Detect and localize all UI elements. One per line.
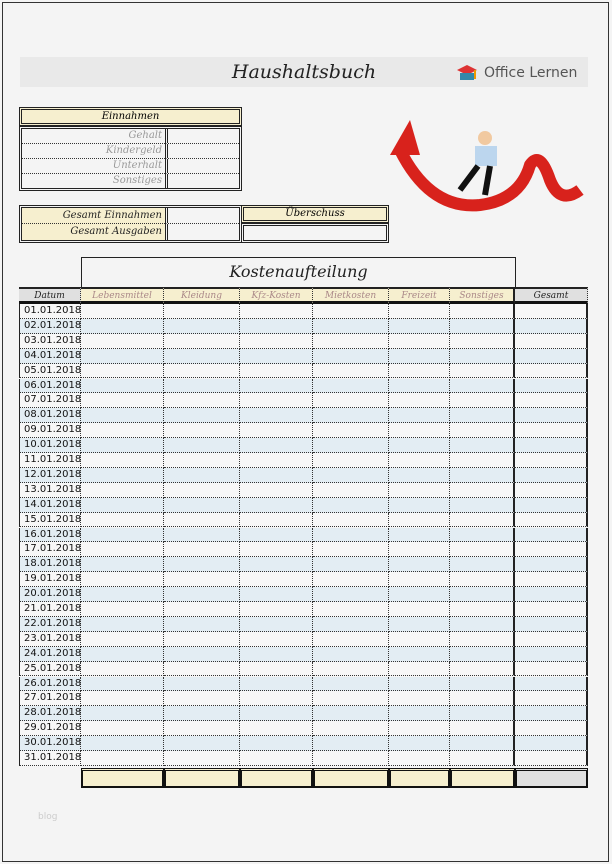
date-cell: 03.01.2018: [19, 334, 81, 349]
amount-cell[interactable]: [450, 602, 515, 617]
amount-cell[interactable]: [164, 408, 240, 423]
income-label: Gehalt: [22, 129, 165, 144]
amount-cell[interactable]: [240, 468, 313, 483]
amount-cell[interactable]: [164, 393, 240, 408]
amount-cell[interactable]: [313, 438, 389, 453]
amount-cell[interactable]: [389, 721, 450, 736]
amount-cell[interactable]: [389, 498, 450, 513]
amount-cell[interactable]: [81, 736, 164, 751]
date-cell: 22.01.2018: [19, 617, 81, 632]
income-header: Einnahmen: [19, 107, 242, 126]
amount-cell[interactable]: [164, 319, 240, 334]
column-header-gesamt: Gesamt: [515, 287, 588, 304]
amount-cell[interactable]: [515, 602, 588, 617]
amount-cell[interactable]: [240, 677, 313, 692]
amount-cell[interactable]: [389, 617, 450, 632]
amount-cell[interactable]: [240, 736, 313, 751]
amount-cell[interactable]: [450, 647, 515, 662]
amount-cell[interactable]: [240, 706, 313, 721]
amount-cell[interactable]: [515, 542, 588, 557]
amount-cell[interactable]: [450, 587, 515, 602]
date-cell: 13.01.2018: [19, 483, 81, 498]
amount-cell[interactable]: [240, 542, 313, 557]
amount-cell[interactable]: [164, 542, 240, 557]
amount-cell[interactable]: [81, 408, 164, 423]
date-cell: 31.01.2018: [19, 751, 81, 766]
amount-cell[interactable]: [164, 528, 240, 543]
date-cell: 18.01.2018: [19, 557, 81, 572]
amount-cell[interactable]: [313, 691, 389, 706]
amount-cell[interactable]: [81, 438, 164, 453]
column-total-cell: [240, 768, 313, 788]
amount-cell[interactable]: [450, 453, 515, 468]
amount-cell[interactable]: [240, 483, 313, 498]
amount-cell[interactable]: [450, 319, 515, 334]
amount-cell[interactable]: [164, 751, 240, 766]
income-label: Unterhalt: [22, 159, 165, 174]
amount-cell[interactable]: [81, 364, 164, 379]
amount-cell[interactable]: [313, 557, 389, 572]
income-value[interactable]: [165, 174, 239, 189]
surplus-value[interactable]: [241, 223, 389, 243]
amount-cell[interactable]: [81, 498, 164, 513]
amount-cell[interactable]: [240, 647, 313, 662]
amount-cell[interactable]: [389, 647, 450, 662]
amount-cell[interactable]: [313, 677, 389, 692]
amount-cell[interactable]: [81, 334, 164, 349]
amount-cell[interactable]: [515, 632, 588, 647]
amount-cell[interactable]: [313, 617, 389, 632]
amount-cell[interactable]: [389, 319, 450, 334]
column-total-cell: [81, 768, 164, 788]
amount-cell[interactable]: [164, 602, 240, 617]
date-cell: 28.01.2018: [19, 706, 81, 721]
date-cell: 15.01.2018: [19, 513, 81, 528]
amount-cell[interactable]: [81, 632, 164, 647]
amount-cell[interactable]: [515, 364, 588, 379]
amount-cell[interactable]: [450, 751, 515, 766]
amount-cell[interactable]: [389, 423, 450, 438]
amount-cell[interactable]: [450, 334, 515, 349]
date-cell: 30.01.2018: [19, 736, 81, 751]
amount-cell[interactable]: [450, 393, 515, 408]
costs-table: [19, 287, 589, 787]
amount-cell[interactable]: [240, 691, 313, 706]
amount-cell[interactable]: [81, 423, 164, 438]
amount-cell[interactable]: [389, 304, 450, 319]
amount-cell[interactable]: [164, 483, 240, 498]
amount-cell[interactable]: [240, 334, 313, 349]
amount-cell[interactable]: [164, 513, 240, 528]
date-cell: 16.01.2018: [19, 528, 81, 543]
amount-cell[interactable]: [164, 423, 240, 438]
amount-cell[interactable]: [313, 647, 389, 662]
amount-cell[interactable]: [313, 528, 389, 543]
amount-cell[interactable]: [240, 587, 313, 602]
amount-cell[interactable]: [164, 677, 240, 692]
date-cell: 02.01.2018: [19, 319, 81, 334]
date-cell: 06.01.2018: [19, 379, 81, 394]
amount-cell[interactable]: [389, 334, 450, 349]
amount-cell[interactable]: [313, 662, 389, 677]
amount-cell[interactable]: [81, 587, 164, 602]
column-total-cell: [313, 768, 389, 788]
amount-cell[interactable]: [240, 617, 313, 632]
amount-cell[interactable]: [389, 349, 450, 364]
amount-cell[interactable]: [164, 617, 240, 632]
amount-cell[interactable]: [240, 423, 313, 438]
amount-cell[interactable]: [389, 691, 450, 706]
logo-text: Office Lernen: [484, 65, 578, 81]
total-expenses-label: Gesamt Ausgaben: [22, 224, 165, 240]
amount-cell[interactable]: [389, 602, 450, 617]
date-cell: 25.01.2018: [19, 662, 81, 677]
amount-cell[interactable]: [515, 498, 588, 513]
amount-cell[interactable]: [450, 572, 515, 587]
amount-cell[interactable]: [240, 721, 313, 736]
amount-cell[interactable]: [389, 379, 450, 394]
amount-cell[interactable]: [450, 557, 515, 572]
amount-cell[interactable]: [450, 736, 515, 751]
amount-cell[interactable]: [515, 453, 588, 468]
amount-cell[interactable]: [240, 453, 313, 468]
amount-cell[interactable]: [81, 319, 164, 334]
amount-cell[interactable]: [450, 706, 515, 721]
amount-cell[interactable]: [164, 349, 240, 364]
amount-cell[interactable]: [164, 721, 240, 736]
amount-cell[interactable]: [240, 632, 313, 647]
amount-cell[interactable]: [313, 408, 389, 423]
column-total-cell: [515, 768, 588, 788]
amount-cell[interactable]: [450, 617, 515, 632]
amount-cell[interactable]: [240, 557, 313, 572]
amount-cell[interactable]: [515, 662, 588, 677]
amount-cell[interactable]: [313, 542, 389, 557]
amount-cell[interactable]: [81, 349, 164, 364]
amount-cell[interactable]: [313, 513, 389, 528]
income-label: Kindergeld: [22, 144, 165, 159]
total-income-label: Gesamt Einnahmen: [22, 208, 165, 224]
amount-cell[interactable]: [450, 379, 515, 394]
amount-cell[interactable]: [515, 379, 588, 394]
amount-cell[interactable]: [164, 557, 240, 572]
amount-cell[interactable]: [81, 662, 164, 677]
amount-cell[interactable]: [389, 587, 450, 602]
amount-cell[interactable]: [515, 423, 588, 438]
date-cell: 08.01.2018: [19, 408, 81, 423]
amount-cell[interactable]: [240, 662, 313, 677]
amount-cell[interactable]: [81, 542, 164, 557]
column-header-kleidung: Kleidung: [164, 287, 240, 304]
amount-cell[interactable]: [164, 691, 240, 706]
amount-cell[interactable]: [515, 736, 588, 751]
amount-cell[interactable]: [81, 602, 164, 617]
amount-cell[interactable]: [450, 483, 515, 498]
amount-cell[interactable]: [515, 617, 588, 632]
amount-cell[interactable]: [240, 513, 313, 528]
amount-cell[interactable]: [313, 602, 389, 617]
amount-cell[interactable]: [515, 304, 588, 319]
amount-cell[interactable]: [164, 498, 240, 513]
amount-cell[interactable]: [389, 393, 450, 408]
growth-arrow-illustration: [390, 110, 590, 230]
amount-cell[interactable]: [389, 572, 450, 587]
amount-cell[interactable]: [313, 379, 389, 394]
income-label: Sonstiges: [112, 175, 162, 186]
amount-cell[interactable]: [81, 528, 164, 543]
amount-cell[interactable]: [313, 706, 389, 721]
amount-cell[interactable]: [313, 393, 389, 408]
amount-cell[interactable]: [240, 304, 313, 319]
amount-cell[interactable]: [313, 349, 389, 364]
amount-cell[interactable]: [240, 349, 313, 364]
amount-cell[interactable]: [81, 379, 164, 394]
amount-cell[interactable]: [515, 334, 588, 349]
date-cell: 14.01.2018: [19, 498, 81, 513]
amount-cell[interactable]: [164, 736, 240, 751]
date-cell: 01.01.2018: [19, 304, 81, 319]
date-cell: 29.01.2018: [19, 721, 81, 736]
amount-cell[interactable]: [450, 542, 515, 557]
amount-cell[interactable]: [313, 498, 389, 513]
amount-cell[interactable]: [164, 572, 240, 587]
amount-cell[interactable]: [81, 572, 164, 587]
amount-cell[interactable]: [81, 751, 164, 766]
amount-cell[interactable]: [240, 572, 313, 587]
amount-cell[interactable]: [313, 319, 389, 334]
amount-cell[interactable]: [389, 557, 450, 572]
date-cell: 07.01.2018: [19, 393, 81, 408]
date-cell: 23.01.2018: [19, 632, 81, 647]
amount-cell[interactable]: [164, 364, 240, 379]
amount-cell[interactable]: [164, 438, 240, 453]
amount-cell[interactable]: [450, 408, 515, 423]
date-cell: 19.01.2018: [19, 572, 81, 587]
amount-cell[interactable]: [515, 706, 588, 721]
amount-cell[interactable]: [164, 468, 240, 483]
amount-cell[interactable]: [450, 364, 515, 379]
amount-cell[interactable]: [81, 721, 164, 736]
date-cell: 20.01.2018: [19, 587, 81, 602]
amount-cell[interactable]: [389, 408, 450, 423]
amount-cell[interactable]: [450, 304, 515, 319]
amount-cell[interactable]: [81, 513, 164, 528]
amount-cell[interactable]: [515, 721, 588, 736]
amount-cell[interactable]: [81, 647, 164, 662]
amount-cell[interactable]: [81, 557, 164, 572]
amount-cell[interactable]: [81, 691, 164, 706]
amount-cell[interactable]: [450, 691, 515, 706]
column-total-cell: [389, 768, 450, 788]
amount-cell[interactable]: [450, 677, 515, 692]
amount-cell[interactable]: [450, 423, 515, 438]
amount-cell[interactable]: [240, 602, 313, 617]
watermark: blog: [38, 812, 58, 822]
amount-cell[interactable]: [450, 498, 515, 513]
date-cell: 21.01.2018: [19, 602, 81, 617]
surplus-label: Überschuss: [241, 205, 389, 223]
amount-cell[interactable]: [81, 677, 164, 692]
date-cell: 26.01.2018: [19, 677, 81, 692]
amount-cell[interactable]: [389, 542, 450, 557]
column-header-datum: Datum: [19, 287, 81, 304]
amount-cell[interactable]: [450, 662, 515, 677]
amount-cell[interactable]: [450, 528, 515, 543]
amount-cell[interactable]: [515, 408, 588, 423]
amount-cell[interactable]: [313, 721, 389, 736]
amount-cell[interactable]: [164, 304, 240, 319]
amount-cell[interactable]: [389, 453, 450, 468]
amount-cell[interactable]: [389, 468, 450, 483]
amount-cell[interactable]: [164, 587, 240, 602]
date-cell: 17.01.2018: [19, 542, 81, 557]
amount-cell[interactable]: [515, 677, 588, 692]
amount-cell[interactable]: [515, 691, 588, 706]
amount-cell[interactable]: [81, 706, 164, 721]
amount-cell[interactable]: [164, 706, 240, 721]
amount-cell[interactable]: [389, 662, 450, 677]
logo: [455, 62, 590, 84]
amount-cell[interactable]: [240, 528, 313, 543]
amount-cell[interactable]: [450, 632, 515, 647]
total-expenses-value[interactable]: [165, 224, 239, 240]
column-header-lebensmittel: Lebensmittel: [81, 287, 164, 304]
amount-cell[interactable]: [389, 677, 450, 692]
amount-cell[interactable]: [515, 438, 588, 453]
column-header-mietkosten: Mietkosten: [313, 287, 389, 304]
amount-cell[interactable]: [450, 349, 515, 364]
amount-cell[interactable]: [81, 453, 164, 468]
amount-cell[interactable]: [389, 483, 450, 498]
amount-cell[interactable]: [389, 736, 450, 751]
total-income-value[interactable]: [165, 208, 239, 224]
income-value[interactable]: [165, 129, 239, 144]
date-cell: 10.01.2018: [19, 438, 81, 453]
income-value[interactable]: [165, 144, 239, 159]
amount-cell[interactable]: [515, 587, 588, 602]
income-value[interactable]: [165, 159, 239, 174]
amount-cell[interactable]: [515, 647, 588, 662]
column-header-sonstiges: Sonstiges: [450, 287, 515, 304]
amount-cell[interactable]: [389, 513, 450, 528]
amount-cell[interactable]: [515, 557, 588, 572]
page-title: Haushaltsbuch: [231, 61, 377, 83]
amount-cell[interactable]: [515, 528, 588, 543]
amount-cell[interactable]: [164, 662, 240, 677]
amount-cell[interactable]: [389, 751, 450, 766]
amount-cell[interactable]: [515, 483, 588, 498]
amount-cell[interactable]: [240, 364, 313, 379]
amount-cell[interactable]: [515, 319, 588, 334]
amount-cell[interactable]: [240, 393, 313, 408]
amount-cell[interactable]: [164, 647, 240, 662]
amount-cell[interactable]: [313, 632, 389, 647]
graduation-cap-icon: [455, 64, 479, 82]
amount-cell[interactable]: [164, 632, 240, 647]
amount-cell[interactable]: [389, 438, 450, 453]
amount-cell[interactable]: [81, 468, 164, 483]
amount-cell[interactable]: [81, 617, 164, 632]
amount-cell[interactable]: [313, 483, 389, 498]
date-cell: 12.01.2018: [19, 468, 81, 483]
amount-cell[interactable]: [389, 632, 450, 647]
amount-cell[interactable]: [81, 393, 164, 408]
date-cell: 27.01.2018: [19, 691, 81, 706]
column-header-kfz-kosten: Kfz-Kosten: [240, 287, 313, 304]
amount-cell[interactable]: [240, 408, 313, 423]
amount-cell[interactable]: [313, 304, 389, 319]
amount-cell[interactable]: [240, 438, 313, 453]
amount-cell[interactable]: [313, 751, 389, 766]
amount-cell[interactable]: [515, 349, 588, 364]
amount-cell[interactable]: [313, 423, 389, 438]
amount-cell[interactable]: [450, 513, 515, 528]
date-cell: 05.01.2018: [19, 364, 81, 379]
date-cell: 04.01.2018: [19, 349, 81, 364]
costs-title: Kostenaufteilung: [81, 257, 516, 287]
amount-cell[interactable]: [515, 393, 588, 408]
amount-cell[interactable]: [164, 334, 240, 349]
amount-cell[interactable]: [313, 587, 389, 602]
column-total-cell: [164, 768, 240, 788]
amount-cell[interactable]: [313, 453, 389, 468]
amount-cell[interactable]: [389, 706, 450, 721]
amount-cell[interactable]: [240, 379, 313, 394]
amount-cell[interactable]: [450, 438, 515, 453]
amount-cell[interactable]: [81, 483, 164, 498]
amount-cell[interactable]: [313, 364, 389, 379]
amount-cell[interactable]: [240, 319, 313, 334]
amount-cell[interactable]: [313, 572, 389, 587]
date-cell: 11.01.2018: [19, 453, 81, 468]
amount-cell[interactable]: [240, 751, 313, 766]
amount-cell[interactable]: [240, 498, 313, 513]
amount-cell[interactable]: [81, 304, 164, 319]
totals-table: [19, 205, 242, 243]
amount-cell[interactable]: [389, 528, 450, 543]
date-cell: 24.01.2018: [19, 647, 81, 662]
amount-cell[interactable]: [313, 468, 389, 483]
column-header-freizeit: Freizeit: [389, 287, 450, 304]
amount-cell[interactable]: [515, 468, 588, 483]
amount-cell[interactable]: [515, 513, 588, 528]
amount-cell[interactable]: [389, 364, 450, 379]
amount-cell[interactable]: [164, 453, 240, 468]
amount-cell[interactable]: [313, 736, 389, 751]
amount-cell[interactable]: [515, 572, 588, 587]
date-cell: 09.01.2018: [19, 423, 81, 438]
amount-cell[interactable]: [450, 721, 515, 736]
amount-cell[interactable]: [515, 751, 588, 766]
income-table: [19, 126, 242, 191]
amount-cell[interactable]: [450, 468, 515, 483]
amount-cell[interactable]: [313, 334, 389, 349]
column-total-cell: [450, 768, 515, 788]
amount-cell[interactable]: [164, 379, 240, 394]
